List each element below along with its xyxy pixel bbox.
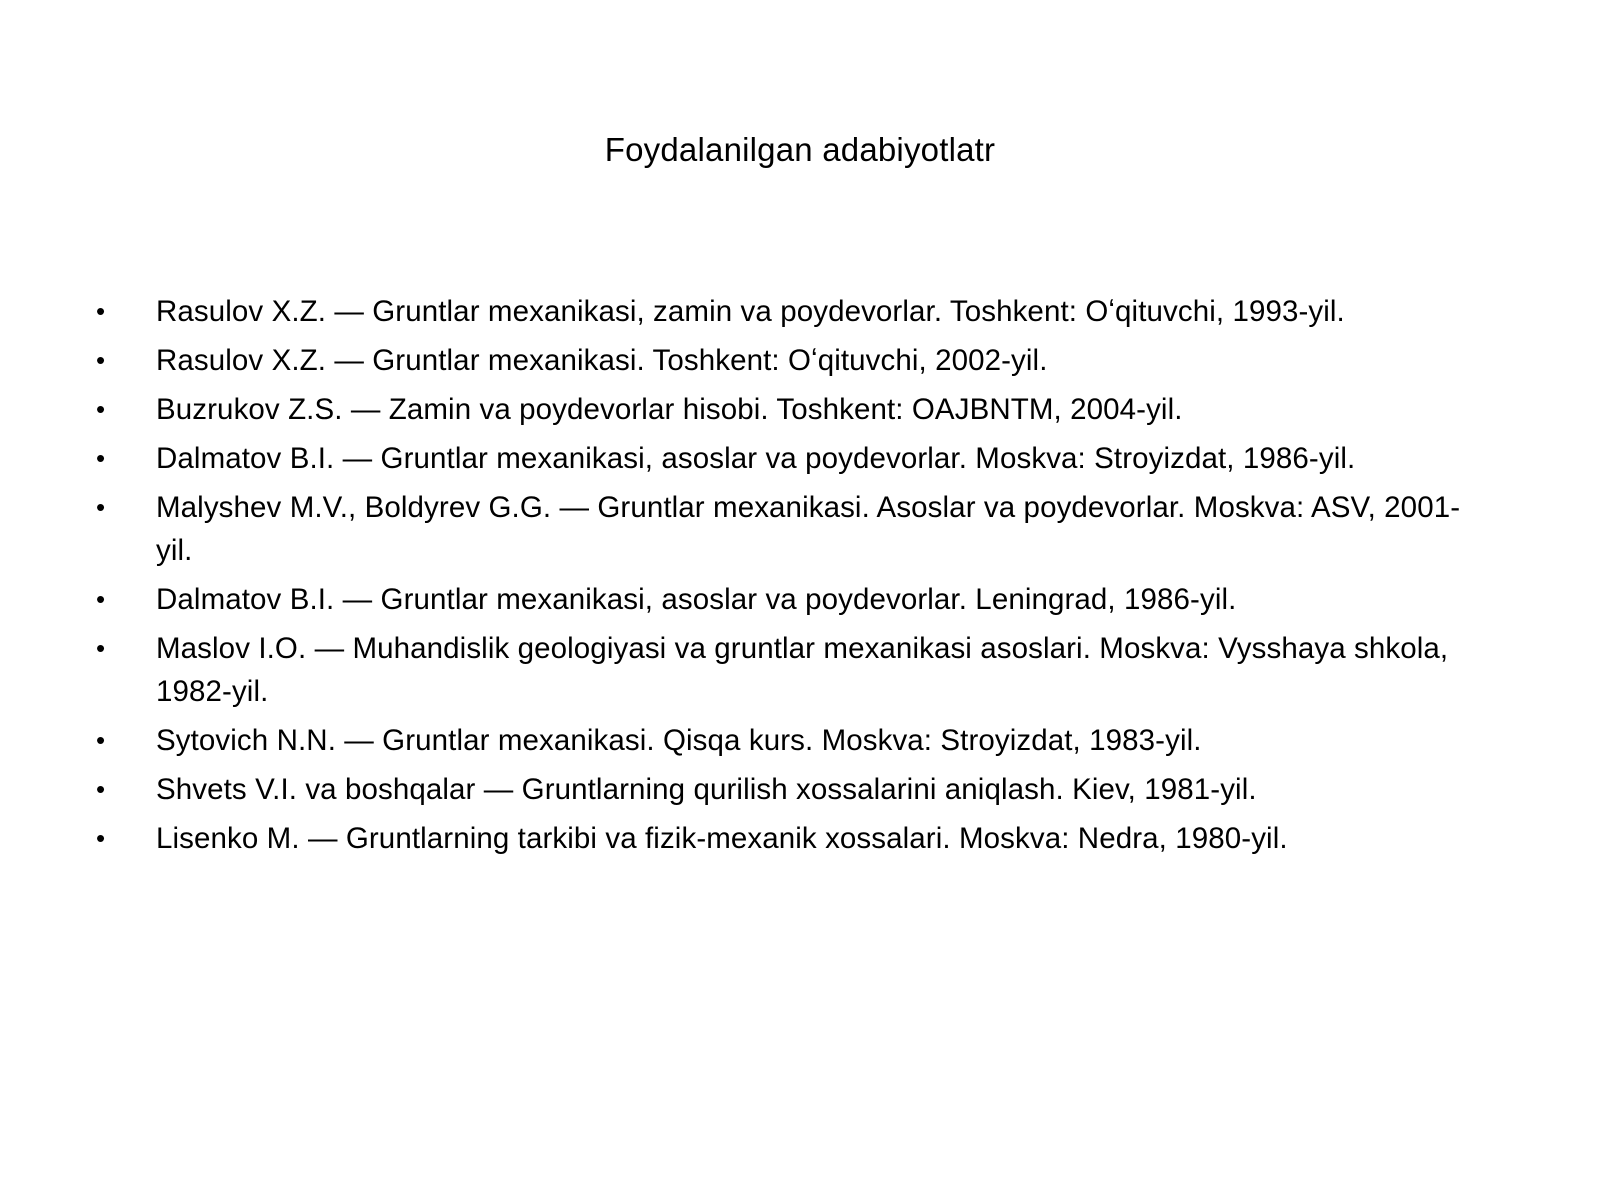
reference-item <box>96 290 1496 333</box>
reference-item <box>96 719 1496 762</box>
reference-text: Rasulov X.Z. — Gruntlar mexanikasi. Toshkent: Oʻqituvchi, 2002-yil. <box>156 344 1048 377</box>
reference-item <box>96 627 1496 713</box>
bullet-icon: • <box>96 443 106 473</box>
reference-item <box>96 486 1496 572</box>
reference-item <box>96 817 1496 860</box>
bullet-icon: • <box>96 584 106 614</box>
reference-text: Rasulov X.Z. — Gruntlar mexanikasi, zamin va poydevorlar. Toshkent: Oʻqituvchi, 1993-yil. <box>156 295 1345 328</box>
reference-item <box>96 578 1496 621</box>
reference-text: Shvets V.I. va boshqalar — Gruntlarning qurilish xossalarini aniqlash. Kiev, 1981-yil. <box>156 773 1257 806</box>
reference-text: Malyshev M.V., Boldyrev G.G. — Gruntlar mexanikasi. Asoslar va poydevorlar. Moskva: ASV, 2001-yil. <box>156 491 1461 567</box>
bullet-icon: • <box>96 345 106 375</box>
bullet-icon: • <box>96 394 106 424</box>
reference-text: Buzrukov Z.S. — Zamin va poydevorlar hisobi. Toshkent: OAJBNTM, 2004-yil. <box>156 393 1183 426</box>
slide-title: Foydalanilgan adabiyotlatr <box>604 131 996 168</box>
reference-item <box>96 339 1496 382</box>
bullet-icon: • <box>96 633 106 663</box>
reference-text: Maslov I.O. — Muhandislik geologiyasi va gruntlar mexanikasi asoslari. Moskva: Vysshaya shkola, 1982-yil. <box>156 632 1449 708</box>
bullet-icon: • <box>96 296 106 326</box>
reference-text: Lisenko M. — Gruntlarning tarkibi va fizik-mexanik xossalari. Moskva: Nedra, 1980-yil. <box>156 822 1288 855</box>
reference-item <box>96 437 1496 480</box>
reference-text: Dalmatov B.I. — Gruntlar mexanikasi, asoslar va poydevorlar. Moskva: Stroyizdat, 1986-yil. <box>156 442 1356 475</box>
bullet-icon: • <box>96 492 106 522</box>
reference-text: Dalmatov B.I. — Gruntlar mexanikasi, asoslar va poydevorlar. Leningrad, 1986-yil. <box>156 583 1237 616</box>
reference-item <box>96 388 1496 431</box>
references-list <box>96 290 1496 866</box>
bullet-icon: • <box>96 725 106 755</box>
bullet-icon: • <box>96 823 106 853</box>
reference-text: Sytovich N.N. — Gruntlar mexanikasi. Qisqa kurs. Moskva: Stroyizdat, 1983-yil. <box>156 724 1202 757</box>
reference-item <box>96 768 1496 811</box>
bullet-icon: • <box>96 774 106 804</box>
